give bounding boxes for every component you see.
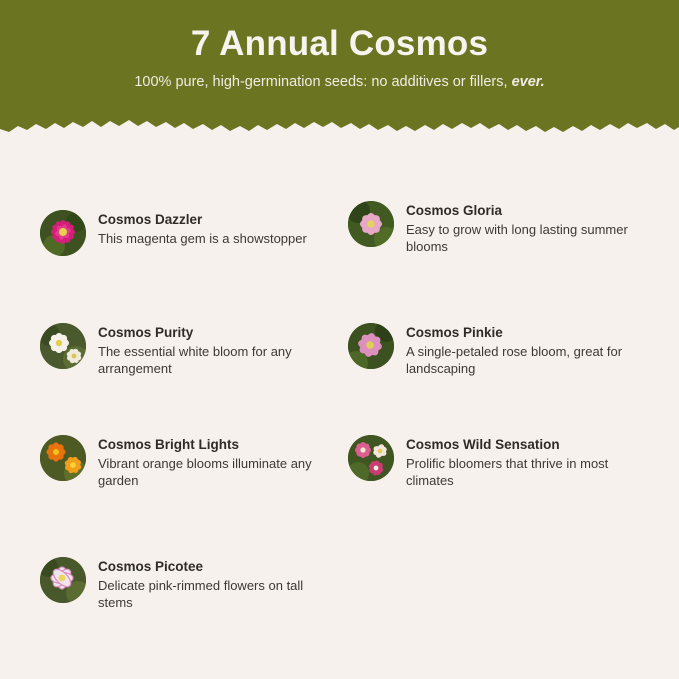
item-description: Easy to grow with long lasting summer blooms [406,222,628,254]
item-description: This magenta gem is a showstopper [98,231,307,246]
page-title: 7 Annual Cosmos [190,24,489,63]
item-name: Cosmos Dazzler [98,212,203,227]
item-description: The essential white bloom for any arrangement [98,344,292,376]
variety-list [0,140,679,679]
item-name: Cosmos Bright Lights [98,437,239,452]
item-description: A single-petaled rose bloom, great for landscaping [406,344,623,376]
list-item[interactable] [348,201,648,255]
flower-thumbnail-pink-white-icon [348,201,394,247]
item-text [406,201,646,255]
list-item[interactable] [40,323,340,377]
item-text [98,557,338,611]
item-name: Cosmos Pinkie [406,325,503,340]
list-item[interactable] [40,435,340,489]
item-name: Cosmos Purity [98,325,194,340]
list-item[interactable] [40,557,340,611]
item-name: Cosmos Gloria [406,203,503,218]
item-text [406,435,646,489]
subtitle-emphasis: ever. [511,74,545,90]
item-text [406,323,646,377]
item-name: Cosmos Wild Sensation [406,437,560,452]
subtitle-text: 100% pure, high-germination seeds: no additives or fillers, [134,74,512,90]
flower-thumbnail-white-icon [40,323,86,369]
list-item[interactable] [40,210,340,256]
item-text [98,210,307,247]
flower-thumbnail-magenta-icon [40,210,86,256]
list-item[interactable] [348,435,648,489]
flower-thumbnail-rose-icon [348,323,394,369]
item-text [98,323,338,377]
item-text [98,435,338,489]
flower-thumbnail-mixed-pink-icon [348,435,394,481]
flower-thumbnail-orange-icon [40,435,86,481]
item-name: Cosmos Picotee [98,559,204,574]
page-subtitle [0,72,679,92]
header-banner [0,0,679,140]
item-description: Delicate pink-rimmed flowers on tall stems [98,578,304,610]
item-description: Vibrant orange blooms illuminate any garden [98,456,312,488]
torn-paper-edge [0,115,679,141]
item-description: Prolific bloomers that thrive in most climates [406,456,609,488]
list-item[interactable] [348,323,648,377]
flower-thumbnail-picotee-icon [40,557,86,603]
